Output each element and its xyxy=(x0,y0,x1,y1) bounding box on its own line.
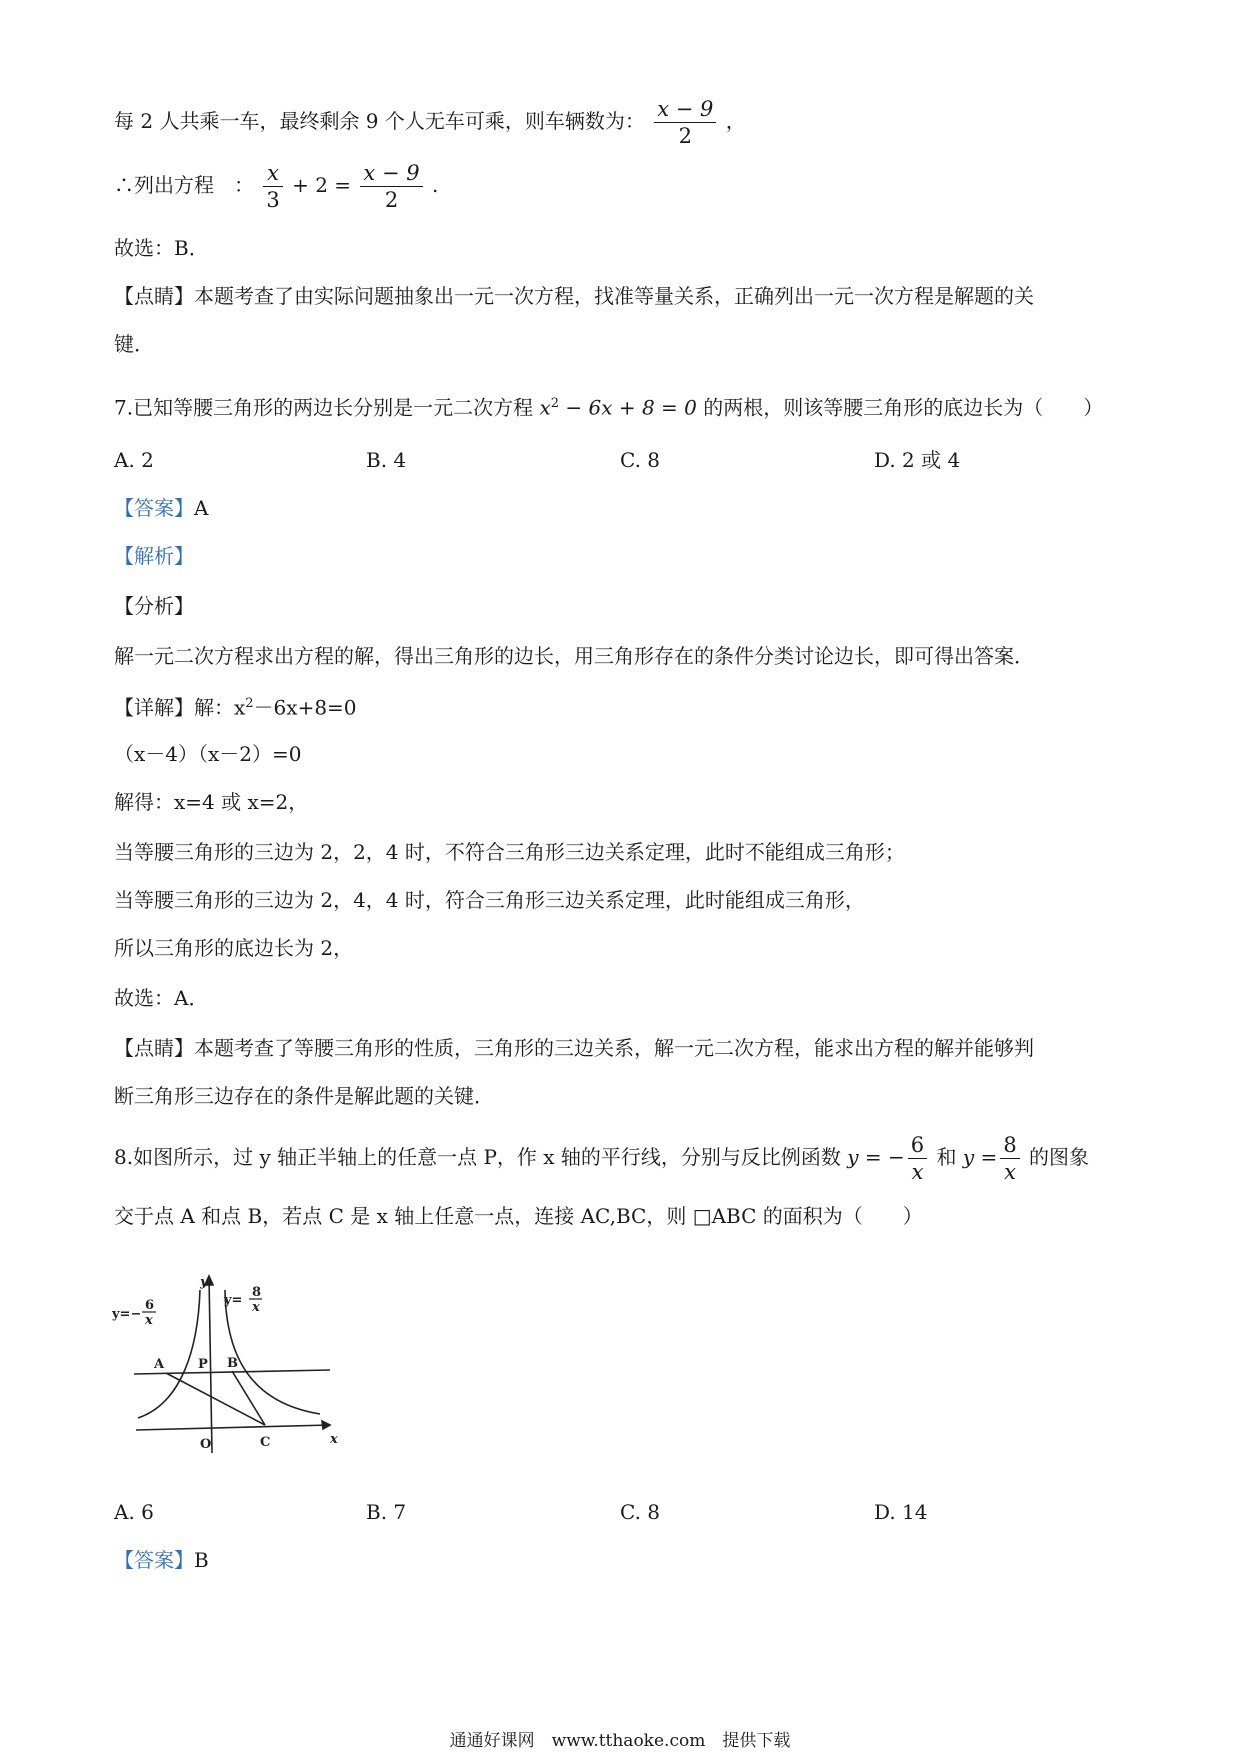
q7-step-3: 当等腰三角形的三边为 2，2，4 时，不符合三角形三边关系定理，此时不能组成三角形； xyxy=(114,840,905,864)
fraction-numerator: 8 xyxy=(1003,1133,1017,1157)
text: . xyxy=(431,173,439,197)
equation: y = xyxy=(962,1145,998,1169)
fig-label-right-num: 8 xyxy=(252,1285,262,1300)
fig-label-right-den: x xyxy=(252,1300,260,1315)
fraction xyxy=(263,160,282,213)
exponent: 2 xyxy=(550,396,560,411)
fig-label-x: x xyxy=(330,1432,338,1447)
equation: − 6x + 8 = 0 xyxy=(559,395,697,420)
q7-step-1: （x－4）（x－2）=0 xyxy=(114,742,302,766)
text: ∴列出方程 ： xyxy=(114,173,254,197)
answer-value: A xyxy=(194,496,209,520)
text: 7.已知等腰三角形的两边长分别是一元二次方程 xyxy=(114,395,534,420)
q7-option-c: C. 8 xyxy=(620,448,661,472)
fraction-numerator: x − 9 xyxy=(657,97,714,121)
q7-step-5: 所以三角形的底边长为 2， xyxy=(114,936,354,960)
answer-value: B xyxy=(194,1548,209,1572)
page-footer: 通通好课网 www.tthaoke.com 提供下载 xyxy=(449,1731,791,1751)
curve-right-branch xyxy=(225,1290,320,1414)
q7-option-d: D. 2 或 4 xyxy=(874,448,961,472)
fraction-denominator: x xyxy=(908,1158,927,1185)
fig-label-a: A xyxy=(154,1357,165,1372)
answer-label: 【答案】 xyxy=(114,1548,194,1572)
text-line-1 xyxy=(114,96,746,149)
text-line-4: 【点睛】本题考查了由实际问题抽象出一元一次方程，找准等量关系，正确列出一元一次方程是解题的关 xyxy=(114,284,1034,308)
q7-dianjing-2: 断三角形三边存在的条件是解此题的关键． xyxy=(114,1084,494,1108)
q7-analysis-label: 【解析】 xyxy=(114,544,194,568)
q7-fenxi-label: 【分析】 xyxy=(114,594,194,618)
text-line-3: 故选：B． xyxy=(114,236,209,260)
fraction xyxy=(908,1132,927,1185)
q7-answer xyxy=(114,494,208,522)
q7-option-a: A. 2 xyxy=(114,448,154,472)
text: －6x+8=0 xyxy=(253,695,357,720)
q7-option-b: B. 4 xyxy=(366,448,407,472)
q7-stem xyxy=(114,390,1103,422)
text: + 2 = xyxy=(292,173,352,197)
fig-label-p: P xyxy=(198,1357,208,1372)
q7-detail xyxy=(114,690,357,722)
q7-step-6: 故选：A． xyxy=(114,986,209,1010)
fraction-denominator: 2 xyxy=(654,122,716,149)
equation-var: x xyxy=(539,395,551,420)
text: 的两根，则该等腰三角形的底边长为（ ） xyxy=(703,395,1104,420)
exponent: 2 xyxy=(245,696,254,711)
q7-fenxi-text: 解一元二次方程求出方程的解，得出三角形的边长，用三角形存在的条件分类讨论边长，即可得出答案． xyxy=(114,644,1034,668)
fraction-denominator: 2 xyxy=(360,186,422,213)
fig-label-y: y xyxy=(200,1275,208,1290)
text: ， xyxy=(725,109,746,133)
text: 和 xyxy=(936,1145,957,1169)
fraction-denominator: x xyxy=(1000,1158,1019,1185)
x-axis-arrow xyxy=(322,1421,330,1429)
q8-stem-2: 交于点 A 和点 B，若点 C 是 x 轴上任意一点，连接 AC,BC，则 □ABC 的面积为（ ） xyxy=(114,1204,923,1228)
fig-label-b: B xyxy=(227,1356,238,1371)
text: 每 2 人共乘一车，最终剩余 9 个人无车可乘，则车辆数为： xyxy=(114,109,645,133)
text: 8.如图所示，过 y 轴正半轴上的任意一点 P，作 x 轴的平行线，分别与反比例函数 xyxy=(114,1145,841,1169)
segment-ac xyxy=(166,1373,265,1425)
q8-answer xyxy=(114,1546,209,1574)
q8-stem-1 xyxy=(114,1132,1089,1185)
q7-step-4: 当等腰三角形的三边为 2，4，4 时，符合三角形三边关系定理，此时能组成三角形， xyxy=(114,888,865,912)
fraction-numerator: x − 9 xyxy=(363,161,420,185)
fig-label-c: C xyxy=(260,1435,271,1450)
q8-option-b: B. 7 xyxy=(366,1500,407,1524)
y-axis xyxy=(209,1276,212,1453)
fraction-numerator: 6 xyxy=(910,1133,925,1157)
text-line-2 xyxy=(114,160,438,213)
text: 的图象 xyxy=(1029,1145,1090,1169)
text-line-5: 键． xyxy=(114,332,154,356)
fraction-numerator: x xyxy=(267,161,279,185)
fig-label-left-eq: y=− xyxy=(112,1307,142,1322)
q8-option-d: D. 14 xyxy=(874,1500,928,1524)
fraction-denominator: 3 xyxy=(263,186,282,213)
q8-option-c: C. 8 xyxy=(620,1500,661,1524)
fraction xyxy=(1000,1132,1019,1185)
q7-dianjing-1: 【点睛】本题考查了等腰三角形的性质，三角形的三边关系，解一元二次方程，能求出方程的解并能够判 xyxy=(114,1036,1034,1060)
x-axis xyxy=(136,1425,330,1430)
q7-step-2: 解得：x=4 或 x=2， xyxy=(114,790,309,814)
text: 【详解】解：x xyxy=(114,695,246,720)
fraction xyxy=(360,160,422,213)
fig-label-left-den: x xyxy=(145,1313,153,1328)
q8-option-a: A. 6 xyxy=(114,1500,154,1524)
answer-label: 【答案】 xyxy=(114,496,194,520)
fig-label-left-num: 6 xyxy=(145,1298,155,1313)
fig-label-o: O xyxy=(200,1437,212,1452)
fraction xyxy=(654,96,716,149)
equation: y = − xyxy=(847,1145,905,1169)
fig-label-right-eq: y= xyxy=(224,1293,243,1308)
q8-figure xyxy=(112,1268,352,1458)
